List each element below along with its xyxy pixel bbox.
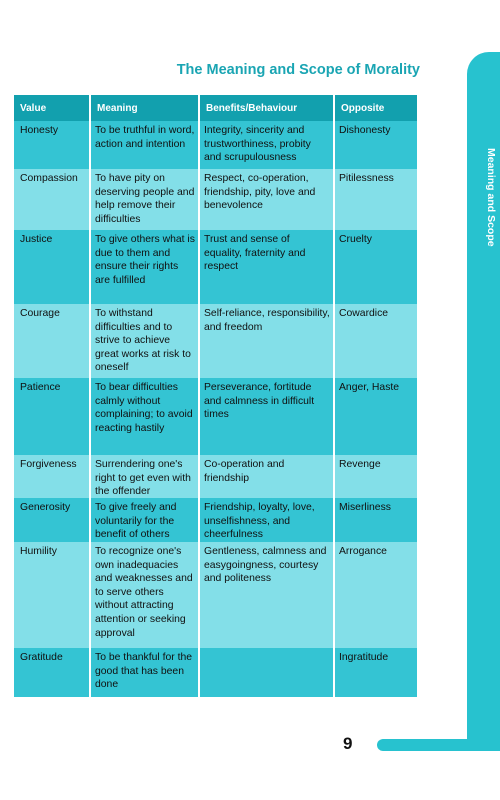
row-meaning-cell: Surrendering one's right to get even with the offender bbox=[91, 455, 198, 498]
row-opposite-cell: Miserliness bbox=[335, 498, 417, 542]
row-benefits-cell: Co-operation and friendship bbox=[200, 455, 333, 498]
row-value-cell: Courage bbox=[14, 304, 89, 378]
row-value-cell: Patience bbox=[14, 378, 89, 455]
row-meaning-cell: To be thankful for the good that has been done bbox=[91, 648, 198, 697]
row-meaning-cell: To be truthful in word, action and intention bbox=[91, 121, 198, 169]
row-benefits-cell: Perseverance, fortitude and calmness in difficult times bbox=[200, 378, 333, 455]
row-opposite-cell: Ingratitude bbox=[335, 648, 417, 697]
row-opposite-cell: Cowardice bbox=[335, 304, 417, 378]
row-meaning-cell: To recognize one's own inadequacies and weaknesses and to serve others without attracting attention or seeking approval bbox=[91, 542, 198, 648]
row-benefits-cell: Self-reliance, responsibility, and freedom bbox=[200, 304, 333, 378]
row-opposite-cell: Cruelty bbox=[335, 230, 417, 304]
row-benefits-cell: Trust and sense of equality, fraternity and respect bbox=[200, 230, 333, 304]
row-benefits-cell: Respect, co-operation, friendship, pity, love and benevolence bbox=[200, 169, 333, 230]
page-title: The Meaning and Scope of Morality bbox=[176, 62, 420, 78]
row-value-cell: Generosity bbox=[14, 498, 89, 542]
header-value: Value bbox=[14, 95, 89, 121]
footer-bar bbox=[377, 739, 500, 751]
row-meaning-cell: To give freely and voluntarily for the benefit of others bbox=[91, 498, 198, 542]
row-value-cell: Honesty bbox=[14, 121, 89, 169]
row-meaning-cell: To give others what is due to them and ensure their rights are fulfilled bbox=[91, 230, 198, 304]
row-value-cell: Forgiveness bbox=[14, 455, 89, 498]
row-opposite-cell: Dishonesty bbox=[335, 121, 417, 169]
row-meaning-cell: To withstand difficulties and to strive to achieve great works at risk to oneself bbox=[91, 304, 198, 378]
row-value-cell: Gratitude bbox=[14, 648, 89, 697]
row-value-cell: Humility bbox=[14, 542, 89, 648]
row-benefits-cell: Friendship, loyalty, love, unselfishness, and cheerfulness bbox=[200, 498, 333, 542]
row-opposite-cell: Revenge bbox=[335, 455, 417, 498]
side-tab bbox=[467, 52, 500, 742]
values-table bbox=[14, 95, 417, 707]
row-opposite-cell: Anger, Haste bbox=[335, 378, 417, 455]
row-value-cell: Compassion bbox=[14, 169, 89, 230]
row-benefits-cell bbox=[200, 648, 333, 697]
row-meaning-cell: To bear difficulties calmly without complaining; to avoid reacting hastily bbox=[91, 378, 198, 455]
row-benefits-cell: Integrity, sincerity and trustworthiness, probity and scrupulousness bbox=[200, 121, 333, 169]
row-opposite-cell: Pitilessness bbox=[335, 169, 417, 230]
header-meaning: Meaning bbox=[91, 95, 198, 121]
page-number: 9 bbox=[343, 734, 353, 753]
side-tab-label: Meaning and Scope bbox=[485, 148, 497, 247]
row-benefits-cell: Gentleness, calmness and easygoingness, courtesy and politeness bbox=[200, 542, 333, 648]
row-opposite-cell: Arrogance bbox=[335, 542, 417, 648]
header-opposite: Opposite bbox=[335, 95, 417, 121]
row-value-cell: Justice bbox=[14, 230, 89, 304]
row-meaning-cell: To have pity on deserving people and help remove their difficulties bbox=[91, 169, 198, 230]
header-benefits: Benefits/Behaviour bbox=[200, 95, 333, 121]
